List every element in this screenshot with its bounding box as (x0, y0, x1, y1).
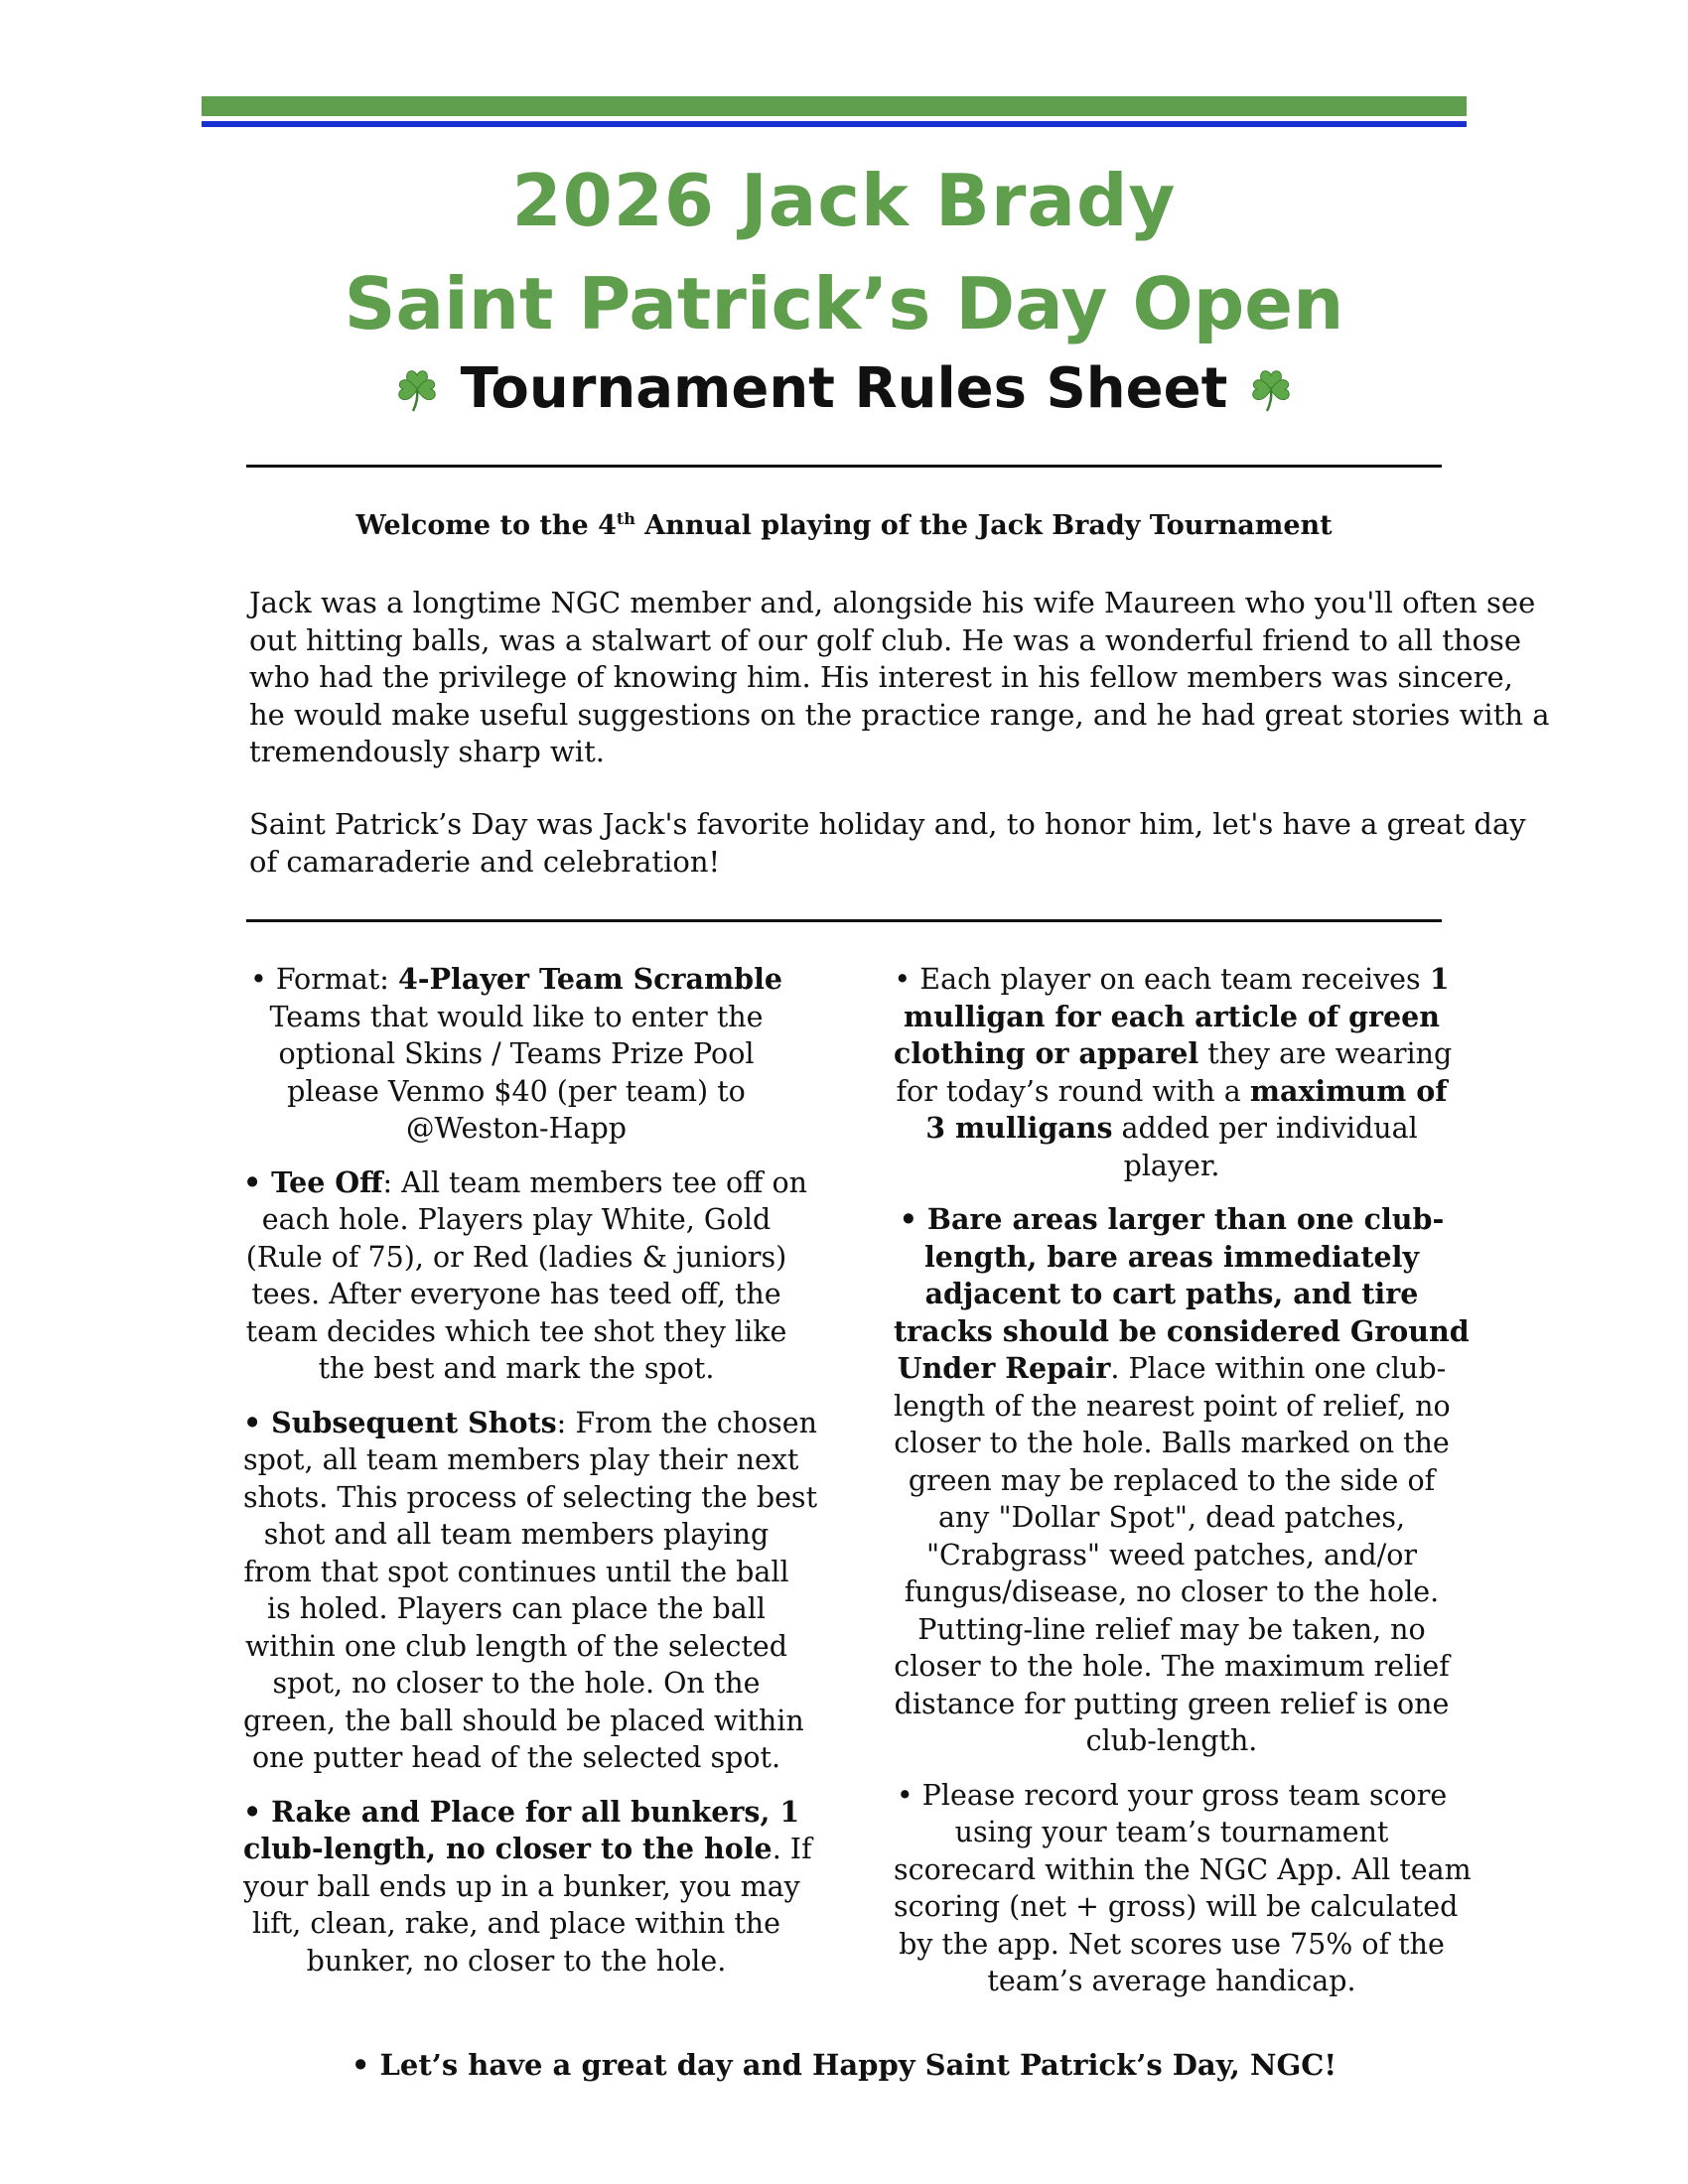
rule-format: • Format: 4-Player Team Scramble Teams that would like to enter the optional Skins / Teams Prize Pool please Venmo $40 (per team) to @Weston-Happ (249, 962, 783, 1145)
closing-message: • Let’s have a great day and Happy Saint Patrick’s Day, NGC! (351, 2048, 1337, 2082)
shamrock-icon (1245, 363, 1297, 415)
rules-column-left (243, 961, 818, 1996)
green-bar (202, 96, 1467, 116)
header-bars (202, 96, 1467, 127)
intro-paragraph-1: Jack was a longtime NGC member and, alongside his wife Maureen who you'll often see out hitting balls, was a stalwart of our golf club. He was a wonderful friend to all those who had the privilege of knowing him. His interest in his fellow members was sincere, he would make useful suggestions on the practice range, and he had great stories with a tremendously sharp wit. (249, 586, 1550, 768)
rule-ground-under-repair: • Bare areas larger than one club- length, bare areas immediately adjacent to cart paths, and tire tracks should be considered Ground Under Repair. Place within one club- length of the nearest point of relief, no closer to the hole. Balls marked on the green may be replaced to the side of any "Dollar Spot", dead patches, "Crabgrass" weed patches, and/or fungus/disease, no closer to the hole. Putting-line relief may be taken, no closer to the hole. The maximum relief distance for putting green relief is one club-length. (894, 1202, 1470, 1757)
subtitle-text: Tournament Rules Sheet (460, 356, 1228, 421)
shamrock-icon (391, 363, 443, 415)
welcome-heading: Welcome to the 4th Annual playing of the Jack Brady Tournament (355, 509, 1333, 541)
intro-paragraph-2: Saint Patrick’s Day was Jack's favorite holiday and, to honor him, let's have a great day of camaraderie and celebration! (249, 807, 1526, 879)
title-line-1: 2026 Jack Brady (511, 159, 1177, 242)
rule-tee-off: • Tee Off: All team members tee off on each hole. Players play White, Gold (Rule of 75), or Red (ladies & juniors) tees. After everyone has teed off, the team decides which tee shot they like the best and mark the spot. (243, 1164, 807, 1385)
title-line-2: Saint Patrick’s Day Open (344, 262, 1344, 345)
blue-bar (202, 121, 1467, 127)
rule-mulligans: • Each player on each team receives 1 mulligan for each article of green clothing or apparel they are wearing for today’s round with a maximum of 3 mulligans added per individual player. (894, 962, 1453, 1182)
rule-scoring: • Please record your gross team score using your team’s tournament scorecard within the NGC App. All team scoring (net + gross) will be calculated by the app. Net scores use 75% of the team’s average handicap. (894, 1778, 1472, 1997)
rules-column-right (894, 961, 1472, 2017)
divider (246, 919, 1442, 922)
subtitle (0, 356, 1688, 421)
rule-subsequent-shots: • Subsequent Shots: From the chosen spot, all team members play their next shots. This process of selecting the best shot and all team members playing from that spot continues until the ball is holed. Players can place the ball within one club length of the selected spot, no closer to the hole. On the green, the ball should be placed within one putter head of the selected spot. (243, 1405, 818, 1774)
rule-bunkers: • Rake and Place for all bunkers, 1 club-length, no closer to the hole. If your ball ends up in a bunker, you may lift, clean, rake, and place within the bunker, no closer to the hole. (243, 1794, 812, 1978)
divider (246, 465, 1442, 468)
